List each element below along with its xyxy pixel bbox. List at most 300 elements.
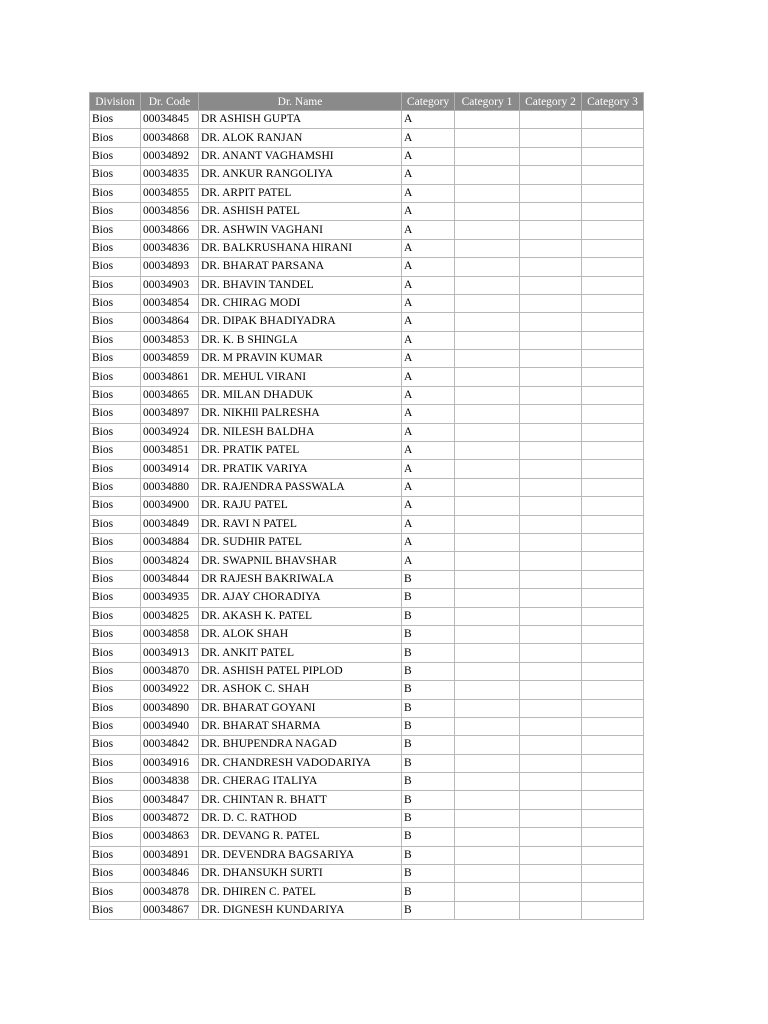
category-cell: A	[402, 386, 455, 404]
category-1-cell	[455, 111, 520, 129]
category-3-cell	[582, 460, 644, 478]
category-3-cell	[582, 423, 644, 441]
dr-code-cell: 00034851	[141, 442, 199, 460]
category-1-cell	[455, 239, 520, 257]
table-row	[90, 901, 644, 919]
category-3-cell	[582, 699, 644, 717]
category-cell: A	[402, 552, 455, 570]
category-2-cell	[520, 331, 582, 349]
category-1-cell	[455, 276, 520, 294]
table-row	[90, 405, 644, 423]
division-cell: Bios	[90, 828, 141, 846]
category-1-cell	[455, 625, 520, 643]
division-cell: Bios	[90, 625, 141, 643]
dr-name-cell: DR. AKASH K. PATEL	[199, 607, 402, 625]
category-cell: B	[402, 681, 455, 699]
category-1-cell	[455, 331, 520, 349]
table-row	[90, 129, 644, 147]
division-cell: Bios	[90, 791, 141, 809]
category-2-cell	[520, 460, 582, 478]
category-1-cell	[455, 883, 520, 901]
category-2-cell	[520, 699, 582, 717]
dr-code-cell: 00034842	[141, 736, 199, 754]
dr-name-cell: DR. DIPAK BHADIYADRA	[199, 313, 402, 331]
dr-name-cell: DR. M PRAVIN KUMAR	[199, 350, 402, 368]
category-3-cell	[582, 901, 644, 919]
category-2-cell	[520, 442, 582, 460]
category-2-cell	[520, 883, 582, 901]
dr-code-cell: 00034884	[141, 533, 199, 551]
division-cell: Bios	[90, 515, 141, 533]
category-3-cell	[582, 405, 644, 423]
division-cell: Bios	[90, 607, 141, 625]
category-2-cell	[520, 294, 582, 312]
division-cell: Bios	[90, 239, 141, 257]
dr-code-cell: 00034892	[141, 147, 199, 165]
category-3-cell	[582, 736, 644, 754]
category-1-cell	[455, 809, 520, 827]
dr-name-cell: DR. BALKRUSHANA HIRANI	[199, 239, 402, 257]
division-cell: Bios	[90, 478, 141, 496]
category-cell: A	[402, 423, 455, 441]
category-2-cell	[520, 901, 582, 919]
category-cell: A	[402, 331, 455, 349]
category-2-cell	[520, 809, 582, 827]
table-row	[90, 552, 644, 570]
category-3-cell	[582, 294, 644, 312]
category-1-cell	[455, 717, 520, 735]
division-cell: Bios	[90, 644, 141, 662]
category-3-cell	[582, 828, 644, 846]
category-1-cell	[455, 478, 520, 496]
dr-name-cell: DR. BHARAT SHARMA	[199, 717, 402, 735]
dr-name-cell: DR. DHANSUKH SURTI	[199, 865, 402, 883]
dr-name-cell: DR. NILESH BALDHA	[199, 423, 402, 441]
dr-name-cell: DR. RAJENDRA PASSWALA	[199, 478, 402, 496]
division-cell: Bios	[90, 589, 141, 607]
category-1-cell	[455, 570, 520, 588]
category-cell: B	[402, 662, 455, 680]
category-3-cell	[582, 331, 644, 349]
category-3-cell	[582, 368, 644, 386]
category-1-cell	[455, 515, 520, 533]
division-cell: Bios	[90, 386, 141, 404]
category-2-cell	[520, 147, 582, 165]
dr-code-cell: 00034861	[141, 368, 199, 386]
table-row	[90, 515, 644, 533]
table-row	[90, 460, 644, 478]
category-3-cell	[582, 644, 644, 662]
dr-name-cell: DR. CHIRAG MODI	[199, 294, 402, 312]
category-3-cell	[582, 865, 644, 883]
category-3-cell	[582, 258, 644, 276]
category-cell: A	[402, 442, 455, 460]
category-cell: A	[402, 147, 455, 165]
category-cell: B	[402, 736, 455, 754]
division-cell: Bios	[90, 736, 141, 754]
dr-code-cell: 00034878	[141, 883, 199, 901]
dr-code-cell: 00034893	[141, 258, 199, 276]
table-row	[90, 184, 644, 202]
category-cell: B	[402, 644, 455, 662]
dr-name-cell: DR. ASHWIN VAGHANI	[199, 221, 402, 239]
table-row	[90, 239, 644, 257]
category-cell: B	[402, 773, 455, 791]
category-cell: A	[402, 258, 455, 276]
dr-code-cell: 00034855	[141, 184, 199, 202]
division-cell: Bios	[90, 166, 141, 184]
dr-name-cell: DR. SWAPNIL BHAVSHAR	[199, 552, 402, 570]
category-2-cell	[520, 111, 582, 129]
category-3-cell	[582, 607, 644, 625]
category-1-cell	[455, 699, 520, 717]
division-cell: Bios	[90, 497, 141, 515]
category-3-cell	[582, 846, 644, 864]
category-1-cell	[455, 681, 520, 699]
table-row	[90, 497, 644, 515]
category-cell: B	[402, 625, 455, 643]
category-cell: B	[402, 791, 455, 809]
category-cell: A	[402, 533, 455, 551]
category-2-cell	[520, 478, 582, 496]
table-row	[90, 865, 644, 883]
header-row	[90, 93, 644, 111]
dr-code-cell: 00034872	[141, 809, 199, 827]
division-cell: Bios	[90, 202, 141, 220]
dr-name-cell: DR. AJAY CHORADIYA	[199, 589, 402, 607]
category-2-cell	[520, 644, 582, 662]
header-dr-name: Dr. Name	[199, 93, 402, 111]
division-cell: Bios	[90, 460, 141, 478]
dr-name-cell: DR. RAVI N PATEL	[199, 515, 402, 533]
category-1-cell	[455, 221, 520, 239]
category-3-cell	[582, 570, 644, 588]
category-3-cell	[582, 809, 644, 827]
category-1-cell	[455, 662, 520, 680]
table-body	[90, 111, 644, 920]
division-cell: Bios	[90, 773, 141, 791]
category-1-cell	[455, 386, 520, 404]
category-2-cell	[520, 350, 582, 368]
division-cell: Bios	[90, 405, 141, 423]
category-2-cell	[520, 662, 582, 680]
category-3-cell	[582, 313, 644, 331]
dr-code-cell: 00034836	[141, 239, 199, 257]
category-cell: A	[402, 460, 455, 478]
dr-name-cell: DR. DHIREN C. PATEL	[199, 883, 402, 901]
division-cell: Bios	[90, 846, 141, 864]
dr-code-cell: 00034838	[141, 773, 199, 791]
dr-name-cell: DR. DEVENDRA BAGSARIYA	[199, 846, 402, 864]
table-row	[90, 625, 644, 643]
dr-code-cell: 00034880	[141, 478, 199, 496]
division-cell: Bios	[90, 681, 141, 699]
dr-code-cell: 00034891	[141, 846, 199, 864]
category-3-cell	[582, 773, 644, 791]
dr-name-cell: DR. ASHISH PATEL	[199, 202, 402, 220]
category-cell: A	[402, 184, 455, 202]
category-1-cell	[455, 202, 520, 220]
table-row	[90, 202, 644, 220]
table-row	[90, 442, 644, 460]
table-row	[90, 533, 644, 551]
table-row	[90, 589, 644, 607]
category-cell: B	[402, 607, 455, 625]
category-1-cell	[455, 129, 520, 147]
table-row	[90, 111, 644, 129]
dr-name-cell: DR RAJESH BAKRIWALA	[199, 570, 402, 588]
category-cell: A	[402, 405, 455, 423]
category-cell: B	[402, 846, 455, 864]
category-3-cell	[582, 515, 644, 533]
category-3-cell	[582, 184, 644, 202]
category-3-cell	[582, 221, 644, 239]
dr-name-cell: DR. CHANDRESH VADODARIYA	[199, 754, 402, 772]
category-cell: A	[402, 239, 455, 257]
dr-code-cell: 00034900	[141, 497, 199, 515]
dr-code-cell: 00034835	[141, 166, 199, 184]
table-row	[90, 809, 644, 827]
category-2-cell	[520, 625, 582, 643]
category-1-cell	[455, 644, 520, 662]
category-3-cell	[582, 478, 644, 496]
table-row	[90, 368, 644, 386]
dr-code-cell: 00034916	[141, 754, 199, 772]
category-2-cell	[520, 129, 582, 147]
division-cell: Bios	[90, 423, 141, 441]
category-3-cell	[582, 883, 644, 901]
category-1-cell	[455, 368, 520, 386]
category-1-cell	[455, 460, 520, 478]
category-1-cell	[455, 607, 520, 625]
dr-code-cell: 00034845	[141, 111, 199, 129]
category-cell: A	[402, 166, 455, 184]
category-3-cell	[582, 754, 644, 772]
category-3-cell	[582, 681, 644, 699]
category-2-cell	[520, 221, 582, 239]
table-row	[90, 294, 644, 312]
category-3-cell	[582, 147, 644, 165]
category-1-cell	[455, 552, 520, 570]
division-cell: Bios	[90, 533, 141, 551]
dr-code-cell: 00034856	[141, 202, 199, 220]
dr-code-cell: 00034890	[141, 699, 199, 717]
dr-name-cell: DR. PRATIK PATEL	[199, 442, 402, 460]
category-2-cell	[520, 607, 582, 625]
dr-code-cell: 00034940	[141, 717, 199, 735]
dr-name-cell: DR. MILAN DHADUK	[199, 386, 402, 404]
dr-code-cell: 00034867	[141, 901, 199, 919]
category-1-cell	[455, 442, 520, 460]
category-1-cell	[455, 901, 520, 919]
division-cell: Bios	[90, 883, 141, 901]
category-2-cell	[520, 570, 582, 588]
table-row	[90, 570, 644, 588]
dr-name-cell: DR. CHERAG ITALIYA	[199, 773, 402, 791]
table-row	[90, 773, 644, 791]
category-1-cell	[455, 846, 520, 864]
dr-code-cell: 00034868	[141, 129, 199, 147]
category-3-cell	[582, 202, 644, 220]
category-cell: B	[402, 589, 455, 607]
category-cell: A	[402, 111, 455, 129]
dr-code-cell: 00034849	[141, 515, 199, 533]
table-row	[90, 699, 644, 717]
dr-code-cell: 00034866	[141, 221, 199, 239]
category-2-cell	[520, 865, 582, 883]
division-cell: Bios	[90, 258, 141, 276]
category-2-cell	[520, 681, 582, 699]
table-header	[90, 93, 644, 111]
category-cell: B	[402, 865, 455, 883]
category-cell: A	[402, 294, 455, 312]
category-cell: B	[402, 828, 455, 846]
category-1-cell	[455, 754, 520, 772]
division-cell: Bios	[90, 552, 141, 570]
category-2-cell	[520, 533, 582, 551]
table-row	[90, 846, 644, 864]
category-1-cell	[455, 405, 520, 423]
category-cell: A	[402, 368, 455, 386]
category-cell: A	[402, 478, 455, 496]
header-category-3: Category 3	[582, 93, 644, 111]
category-2-cell	[520, 828, 582, 846]
category-3-cell	[582, 717, 644, 735]
category-cell: A	[402, 202, 455, 220]
category-cell: A	[402, 129, 455, 147]
category-3-cell	[582, 111, 644, 129]
category-cell: A	[402, 276, 455, 294]
category-3-cell	[582, 442, 644, 460]
category-1-cell	[455, 736, 520, 754]
category-2-cell	[520, 239, 582, 257]
table-row	[90, 147, 644, 165]
dr-name-cell: DR. ANANT VAGHAMSHI	[199, 147, 402, 165]
category-2-cell	[520, 166, 582, 184]
table-row	[90, 478, 644, 496]
dr-code-cell: 00034913	[141, 644, 199, 662]
category-1-cell	[455, 423, 520, 441]
category-3-cell	[582, 589, 644, 607]
division-cell: Bios	[90, 717, 141, 735]
category-3-cell	[582, 129, 644, 147]
category-cell: B	[402, 901, 455, 919]
category-1-cell	[455, 313, 520, 331]
category-cell: A	[402, 221, 455, 239]
header-category: Category	[402, 93, 455, 111]
division-cell: Bios	[90, 865, 141, 883]
dr-name-cell: DR. ASHISH PATEL PIPLOD	[199, 662, 402, 680]
division-cell: Bios	[90, 442, 141, 460]
dr-name-cell: DR. MEHUL VIRANI	[199, 368, 402, 386]
division-cell: Bios	[90, 184, 141, 202]
category-2-cell	[520, 736, 582, 754]
category-3-cell	[582, 166, 644, 184]
division-cell: Bios	[90, 901, 141, 919]
dr-code-cell: 00034897	[141, 405, 199, 423]
category-2-cell	[520, 202, 582, 220]
category-1-cell	[455, 184, 520, 202]
division-cell: Bios	[90, 570, 141, 588]
table-row	[90, 717, 644, 735]
table-row	[90, 221, 644, 239]
dr-name-cell: DR. ALOK SHAH	[199, 625, 402, 643]
division-cell: Bios	[90, 111, 141, 129]
category-1-cell	[455, 828, 520, 846]
dr-code-cell: 00034824	[141, 552, 199, 570]
category-3-cell	[582, 662, 644, 680]
division-cell: Bios	[90, 276, 141, 294]
header-division: Division	[90, 93, 141, 111]
table-row	[90, 276, 644, 294]
category-3-cell	[582, 239, 644, 257]
dr-code-cell: 00034854	[141, 294, 199, 312]
category-1-cell	[455, 294, 520, 312]
dr-name-cell: DR. D. C. RATHOD	[199, 809, 402, 827]
dr-name-cell: DR ASHISH GUPTA	[199, 111, 402, 129]
category-3-cell	[582, 497, 644, 515]
division-cell: Bios	[90, 294, 141, 312]
table-row	[90, 791, 644, 809]
category-2-cell	[520, 313, 582, 331]
category-3-cell	[582, 625, 644, 643]
division-cell: Bios	[90, 754, 141, 772]
dr-code-cell: 00034863	[141, 828, 199, 846]
category-2-cell	[520, 717, 582, 735]
dr-code-cell: 00034922	[141, 681, 199, 699]
category-2-cell	[520, 423, 582, 441]
dr-name-cell: DR. BHARAT GOYANI	[199, 699, 402, 717]
category-1-cell	[455, 350, 520, 368]
dr-code-cell: 00034825	[141, 607, 199, 625]
category-1-cell	[455, 773, 520, 791]
category-2-cell	[520, 405, 582, 423]
category-1-cell	[455, 865, 520, 883]
division-cell: Bios	[90, 313, 141, 331]
category-1-cell	[455, 589, 520, 607]
dr-name-cell: DR. BHUPENDRA NAGAD	[199, 736, 402, 754]
header-category-1: Category 1	[455, 93, 520, 111]
dr-name-cell: DR. K. B SHINGLA	[199, 331, 402, 349]
category-2-cell	[520, 258, 582, 276]
category-3-cell	[582, 276, 644, 294]
dr-name-cell: DR. ARPIT PATEL	[199, 184, 402, 202]
category-1-cell	[455, 791, 520, 809]
dr-name-cell: DR. RAJU PATEL	[199, 497, 402, 515]
division-cell: Bios	[90, 331, 141, 349]
division-cell: Bios	[90, 368, 141, 386]
dr-name-cell: DR. BHARAT PARSANA	[199, 258, 402, 276]
category-2-cell	[520, 276, 582, 294]
table-row	[90, 331, 644, 349]
category-2-cell	[520, 589, 582, 607]
table-row	[90, 644, 644, 662]
dr-name-cell: DR. ALOK RANJAN	[199, 129, 402, 147]
dr-code-cell: 00034914	[141, 460, 199, 478]
dr-code-cell: 00034865	[141, 386, 199, 404]
category-3-cell	[582, 552, 644, 570]
category-cell: A	[402, 497, 455, 515]
table-row	[90, 423, 644, 441]
dr-name-cell: DR. CHINTAN R. BHATT	[199, 791, 402, 809]
table-row	[90, 386, 644, 404]
dr-code-cell: 00034859	[141, 350, 199, 368]
dr-name-cell: DR. ANKIT PATEL	[199, 644, 402, 662]
category-2-cell	[520, 515, 582, 533]
dr-code-cell: 00034853	[141, 331, 199, 349]
category-cell: B	[402, 570, 455, 588]
category-1-cell	[455, 258, 520, 276]
